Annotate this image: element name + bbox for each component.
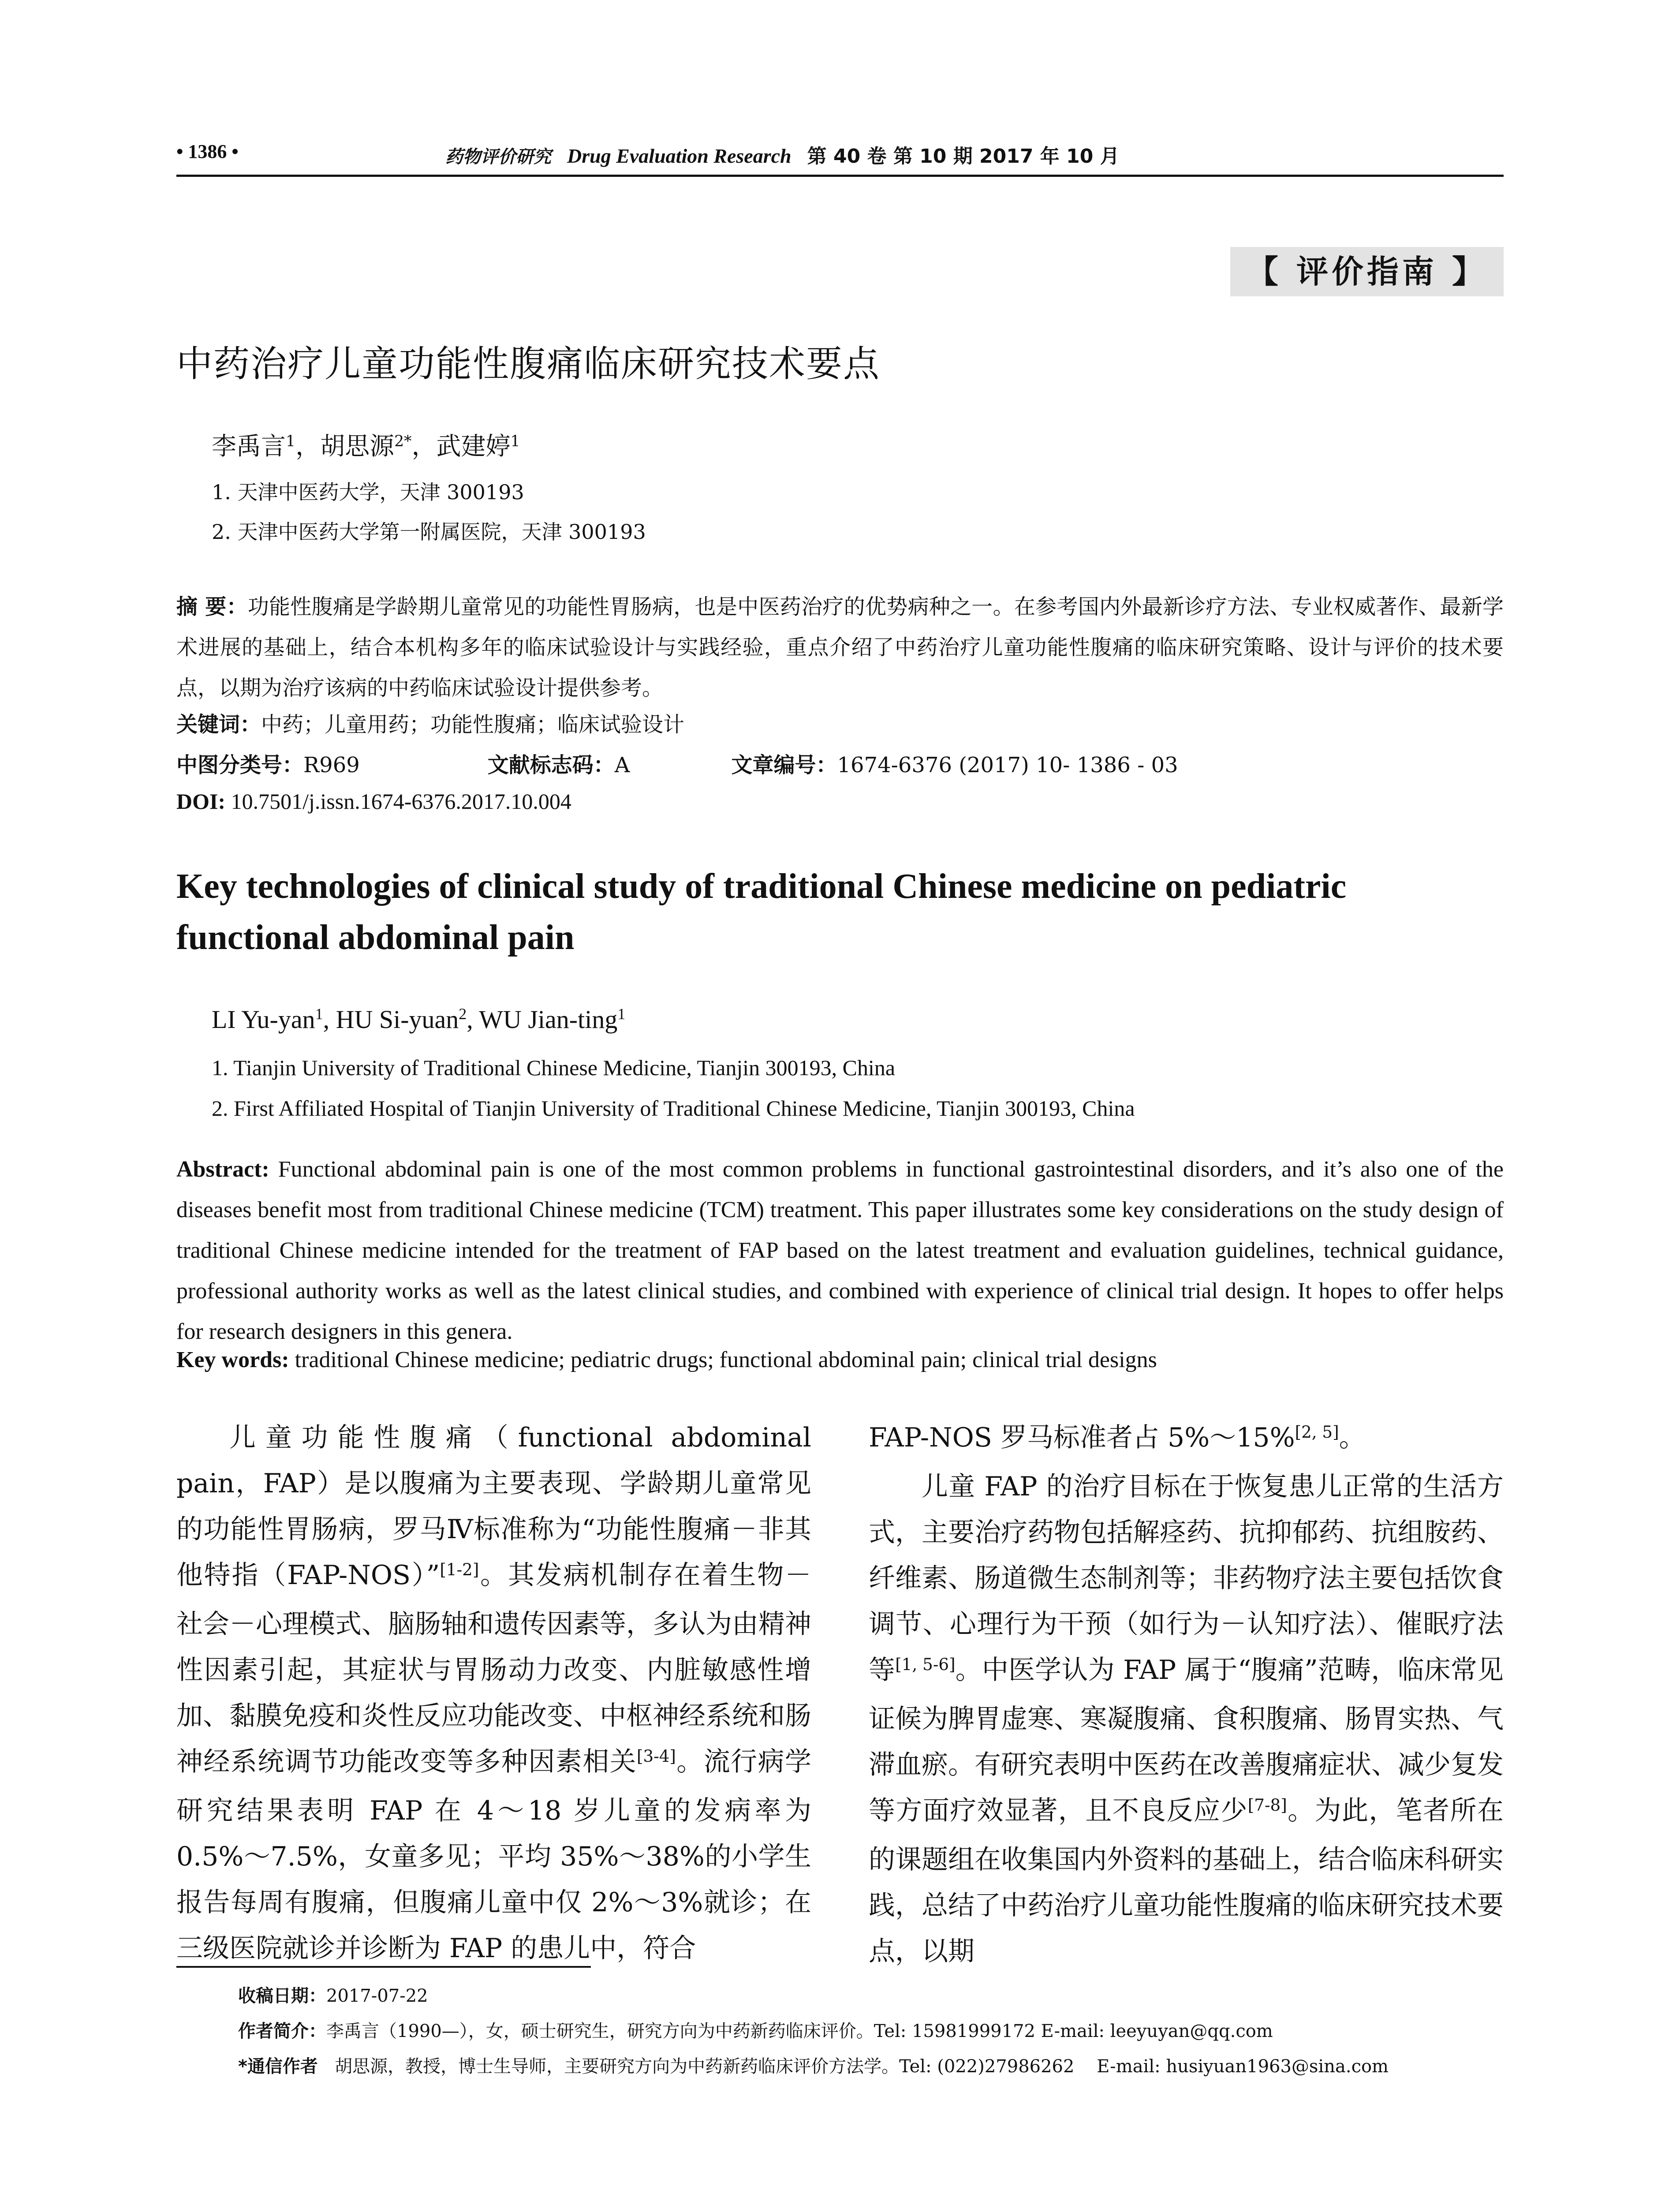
footnote-received bbox=[238, 1982, 428, 2007]
doi-line bbox=[176, 789, 571, 814]
author-name: WU Jian-ting bbox=[479, 1005, 618, 1034]
affiliation-cn: 1. 天津中医药大学，天津 300193 bbox=[212, 480, 524, 504]
keywords-en-label: Key words: bbox=[176, 1347, 289, 1372]
affiliation-en: 2. First Affiliated Hospital of Tianjin University of Traditional Chinese Medicine, Tianjin 300193, China bbox=[212, 1096, 1135, 1121]
body-paragraph bbox=[176, 1415, 811, 1971]
body-column-right bbox=[869, 1415, 1504, 1974]
author-separator: ， bbox=[411, 432, 437, 461]
title-en: Key technologies of clinical study of traditional Chinese medicine on pediatric functional abdominal pain bbox=[176, 867, 1347, 957]
footnote-label: *通信作者 bbox=[238, 2056, 318, 2077]
doi-value: 10.7501/j.issn.1674-6376.2017.10.004 bbox=[231, 789, 571, 814]
body-text: FAP-NOS 罗马标准者占 5%～15% bbox=[869, 1422, 1295, 1453]
keywords-cn bbox=[176, 707, 684, 738]
affiliation-en: 1. Tianjin University of Traditional Chinese Medicine, Tianjin 300193, China bbox=[212, 1055, 896, 1080]
footnote-rule bbox=[176, 1966, 591, 1968]
column-tag: 【 评价指南 】 bbox=[1230, 247, 1504, 296]
body-paragraph-continued bbox=[869, 1415, 1504, 1464]
title-cn: 中药治疗儿童功能性腹痛临床研究技术要点 bbox=[176, 343, 881, 385]
clc-label: 中图分类号： bbox=[176, 753, 304, 777]
affiliation-cn: 2. 天津中医药大学第一附属医院，天津 300193 bbox=[212, 520, 646, 544]
authors-cn bbox=[212, 427, 520, 462]
keywords-cn-label: 关键词： bbox=[176, 712, 261, 737]
citation: [7-8] bbox=[1247, 1795, 1287, 1815]
author-affiliation-mark: 2* bbox=[394, 432, 412, 450]
authors-en bbox=[212, 1005, 625, 1034]
footnote-label: 收稿日期： bbox=[238, 1986, 326, 2006]
body-text: 。中医学认为 FAP 属于“腹痛”范畴，临床常见证候为脾胃虚寒、寒凝腹痛、食积腹痛、肠胃实热、气滞血瘀。有研究表明中医药在改善腹痛症状、减少复发等方面疗效显著，且不良反应少 bbox=[869, 1655, 1504, 1826]
body-text: 。其发病机制存在着生物－社会－心理模式、脑肠轴和遗传因素等，多认为由精神性因素引起，其症状与胃肠动力改变、内脏敏感性增加、黏膜免疫和炎性反应功能改变、中枢神经系统和肠神经系统调节功能改变等多种因素相关 bbox=[176, 1560, 812, 1777]
author-separator: ， bbox=[295, 432, 321, 461]
doi-label: DOI: bbox=[176, 789, 226, 814]
header-rule bbox=[176, 175, 1504, 177]
page-number: • 1386 • bbox=[176, 141, 239, 162]
author-affiliation-mark: 1 bbox=[286, 432, 296, 450]
footnote-label: 作者简介： bbox=[238, 2021, 326, 2041]
author-separator: , bbox=[323, 1005, 336, 1034]
body-paragraph bbox=[869, 1464, 1504, 1974]
author-separator: , bbox=[467, 1005, 479, 1034]
author-name: 李禹言 bbox=[212, 432, 286, 461]
author-name: HU Si-yuan bbox=[336, 1005, 459, 1034]
keywords-en bbox=[176, 1347, 1157, 1373]
citation: [1, 5-6] bbox=[895, 1654, 956, 1674]
author-name: LI Yu-yan bbox=[212, 1005, 315, 1034]
citation: [1-2] bbox=[440, 1559, 479, 1579]
citation: [3-4] bbox=[637, 1746, 676, 1766]
classification-line bbox=[176, 748, 1178, 778]
author-name: 武建婷 bbox=[436, 432, 511, 461]
author-affiliation-mark: 1 bbox=[315, 1005, 323, 1023]
abstract-cn-text: 功能性腹痛是学龄期儿童常见的功能性胃肠病，也是中医药治疗的优势病种之一。在参考国内外最新诊疗方法、专业权威著作、最新学术进展的基础上，结合本机构多年的临床试验设计与实践经验，重点介绍了中药治疗儿童功能性腹痛的临床研究策略、设计与评价的技术要点，以期为治疗该病的中药临床试验设计提供参考。 bbox=[176, 594, 1504, 700]
citation: [2, 5] bbox=[1295, 1422, 1339, 1442]
author-name: 胡思源 bbox=[320, 432, 395, 461]
article-number-label: 文章编号： bbox=[731, 753, 837, 777]
keywords-en-text: traditional Chinese medicine; pediatric drugs; functional abdominal pain; clinical trial designs bbox=[295, 1347, 1157, 1372]
author-affiliation-mark: 2 bbox=[459, 1005, 467, 1023]
footnote-author-bio bbox=[238, 2017, 1273, 2042]
body-text: 。流行病学研究结果表明 FAP 在 4～18 岁儿童的发病率为 0.5%～7.5%，女童多见；平均 35%～38%的小学生报告每周有腹痛，但腹痛儿童中仅 2%～3%就诊；在三级医院就诊并诊断为 FAP 的患儿中，符合 bbox=[176, 1746, 812, 1964]
footnote-corresponding-author bbox=[238, 2052, 1389, 2078]
body-text: 儿童 FAP 的治疗目标在于恢复患儿正常的生活方式，主要治疗药物包括解痉药、抗抑郁药、抗组胺药、纤维素、肠道微生态制剂等；非药物疗法主要包括饮食调节、心理行为干预（如行为－认知疗法）、催眠疗法等 bbox=[869, 1471, 1504, 1686]
keywords-cn-text: 中药；儿童用药；功能性腹痛；临床试验设计 bbox=[261, 712, 685, 737]
issue-info: 第 40 卷 第 10 期 2017 年 10 月 bbox=[807, 145, 1120, 168]
body-text: 。为此，笔者所在的课题组在收集国内外资料的基础上，结合临床科研实践，总结了中药治疗儿童功能性腹痛的临床研究技术要点，以期 bbox=[869, 1795, 1504, 1967]
footnote-text: 李禹言（1990—），女，硕士研究生，研究方向为中药新药临床评价。Tel: 15981999172 E-mail: leeyuyan@qq.com bbox=[326, 2021, 1273, 2041]
doc-code-value: A bbox=[614, 753, 630, 777]
clc-value: R969 bbox=[303, 753, 360, 777]
journal-name-cn: 药物评价研究 bbox=[445, 146, 551, 167]
body-text: 儿童功能性腹痛（functional abdominal pain，FAP）是以腹痛为主要表现、学龄期儿童常见的功能性胃肠病，罗马Ⅳ标准称为“功能性腹痛－非其他特指（FAP-NOS）” bbox=[176, 1422, 811, 1591]
running-header bbox=[445, 140, 1120, 168]
body-column-left bbox=[176, 1415, 811, 1971]
abstract-en bbox=[176, 1149, 1504, 1352]
footnote-text: 胡思源，教授，博士生导师，主要研究方向为中药新药临床评价方法学。Tel: (022)27986262 E-mail: husiyuan1963@sina.com bbox=[317, 2056, 1389, 2077]
abstract-cn-label: 摘 要： bbox=[176, 594, 248, 619]
abstract-en-label: Abstract: bbox=[176, 1157, 269, 1182]
journal-name-en: Drug Evaluation Research bbox=[567, 145, 791, 167]
doc-code-label: 文献标志码： bbox=[487, 753, 615, 777]
author-affiliation-mark: 1 bbox=[510, 432, 520, 450]
abstract-en-text: Functional abdominal pain is one of the most common problems in functional gastrointestinal disorders, and it’s also one of the diseases benefit most from traditional Chinese medicine (TCM) treatment. This paper illustrates some key considerations on the study design of traditional Chinese medicine intended for the treatment of FAP based on the latest treatment and evaluation guidelines, technical guidance, professional authority works as well as the latest clinical studies, and combined with experience of clinical trial design. It hopes to offer helps for research designers in this genera. bbox=[176, 1157, 1504, 1344]
article-number-value: 1674-6376 (2017) 10- 1386 - 03 bbox=[837, 753, 1178, 777]
author-affiliation-mark: 1 bbox=[617, 1005, 626, 1023]
abstract-cn bbox=[176, 587, 1504, 708]
footnote-text: 2017-07-22 bbox=[326, 1986, 428, 2006]
body-text: 。 bbox=[1339, 1422, 1366, 1453]
